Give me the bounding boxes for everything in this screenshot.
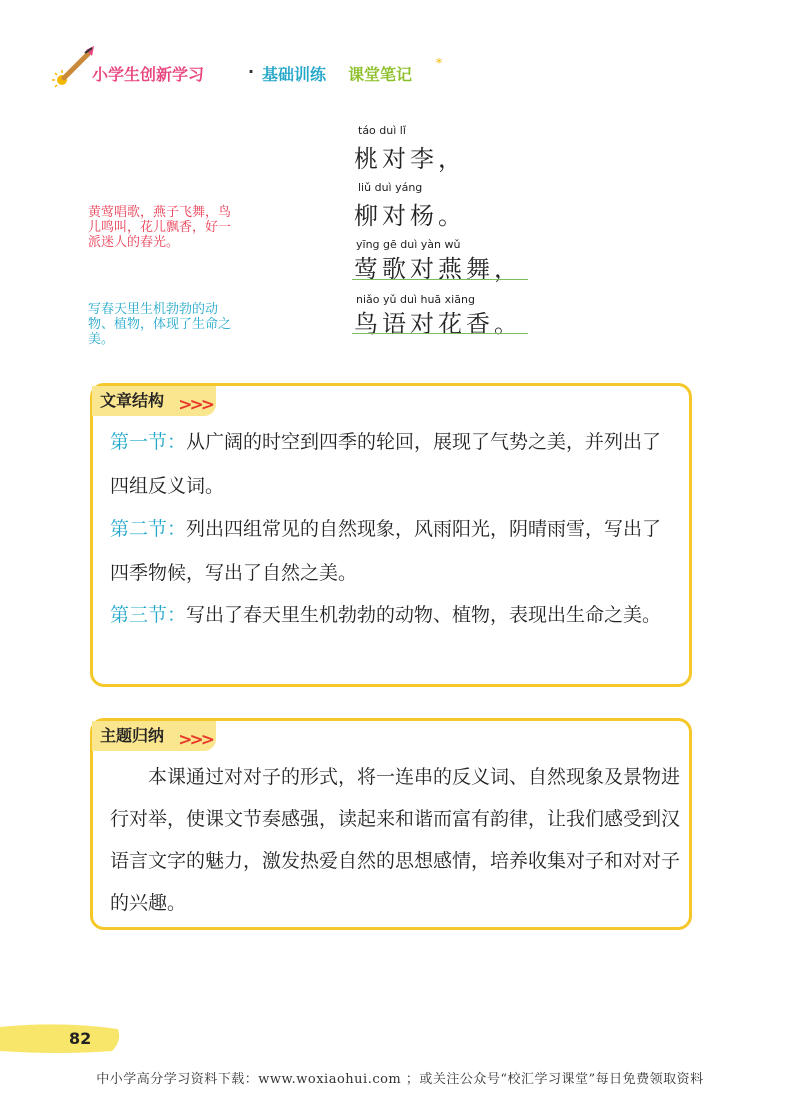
brand-subtitle-notes: 课堂笔记 — [348, 65, 413, 84]
brush-icon — [52, 44, 96, 90]
structure-item-1-text: 从广阔的时空到四季的轮回，展现了气势之美，并列出了四组反义词。 — [110, 431, 662, 497]
brand-subtitle-basic: 基础训练 — [262, 65, 327, 84]
poem-line-3: 莺歌对燕舞， — [354, 255, 522, 283]
brand-separator: · — [248, 62, 255, 81]
structure-item-3 — [110, 593, 680, 637]
chevrons-icon: >>> — [178, 395, 213, 415]
star-icon: * — [436, 56, 442, 70]
margin-note-spring: 黄莺唱歌，燕子飞舞，鸟儿鸣叫，花儿飘香，好一派迷人的春光。 — [88, 205, 232, 250]
structure-item-1 — [110, 420, 680, 508]
structure-heading — [92, 386, 216, 416]
footer-promo: 中小学高分学习资料下载：www.woxiaohui.com ；或关注公众号“校汇学习课堂”每日免费领取资料 — [96, 1072, 704, 1087]
poem-line-1: 桃对李， — [354, 145, 466, 173]
structure-item-2-label: 第二节： — [110, 518, 187, 540]
poem-line-3-pinyin: yīng gē duì yàn wǔ — [356, 238, 461, 251]
theme-summary: 本课通过对对子的形式，将一连串的反义词、自然现象及景物进行对举，使课文节奏感强，读起来和谐而富有韵律，让我们感受到汉语言文字的魅力，激发热爱自然的思想感情，培养收集对子和对对子的兴趣。 — [110, 766, 681, 914]
poem-line-4-underline — [352, 333, 528, 334]
poem-line-4-pinyin: niǎo yǔ duì huā xiāng — [356, 293, 475, 306]
structure-item-2-text: 列出四组常见的自然现象，风雨阳光，阴晴雨雪，写出了四季物候，写出了自然之美。 — [110, 518, 662, 584]
structure-item-1-label: 第一节： — [110, 431, 187, 453]
page-number-swoosh — [0, 1021, 122, 1055]
header-brand — [52, 44, 472, 100]
poem-line-1-pinyin: táo duì lǐ — [358, 124, 406, 137]
margin-note-life: 写春天里生机勃勃的动物、植物，体现了生命之美。 — [88, 302, 232, 347]
poem-line-2: 柳对杨。 — [354, 202, 466, 230]
chevrons-icon: >>> — [178, 730, 213, 750]
page-number: 82 — [69, 1029, 92, 1048]
poem-line-4: 鸟语对花香。 — [354, 310, 522, 338]
structure-item-3-label: 第三节： — [110, 604, 187, 626]
brand-title: 小学生创新学习 — [92, 65, 205, 84]
structure-item-2 — [110, 507, 680, 595]
poem-line-2-pinyin: liǔ duì yáng — [358, 181, 423, 194]
theme-heading — [92, 721, 216, 751]
poem-line-3-underline — [352, 279, 528, 280]
structure-item-3-text: 写出了春天里生机勃勃的动物、植物，表现出生命之美。 — [186, 604, 662, 626]
structure-title: 文章结构 — [100, 391, 165, 410]
theme-title: 主题归纳 — [100, 726, 165, 745]
